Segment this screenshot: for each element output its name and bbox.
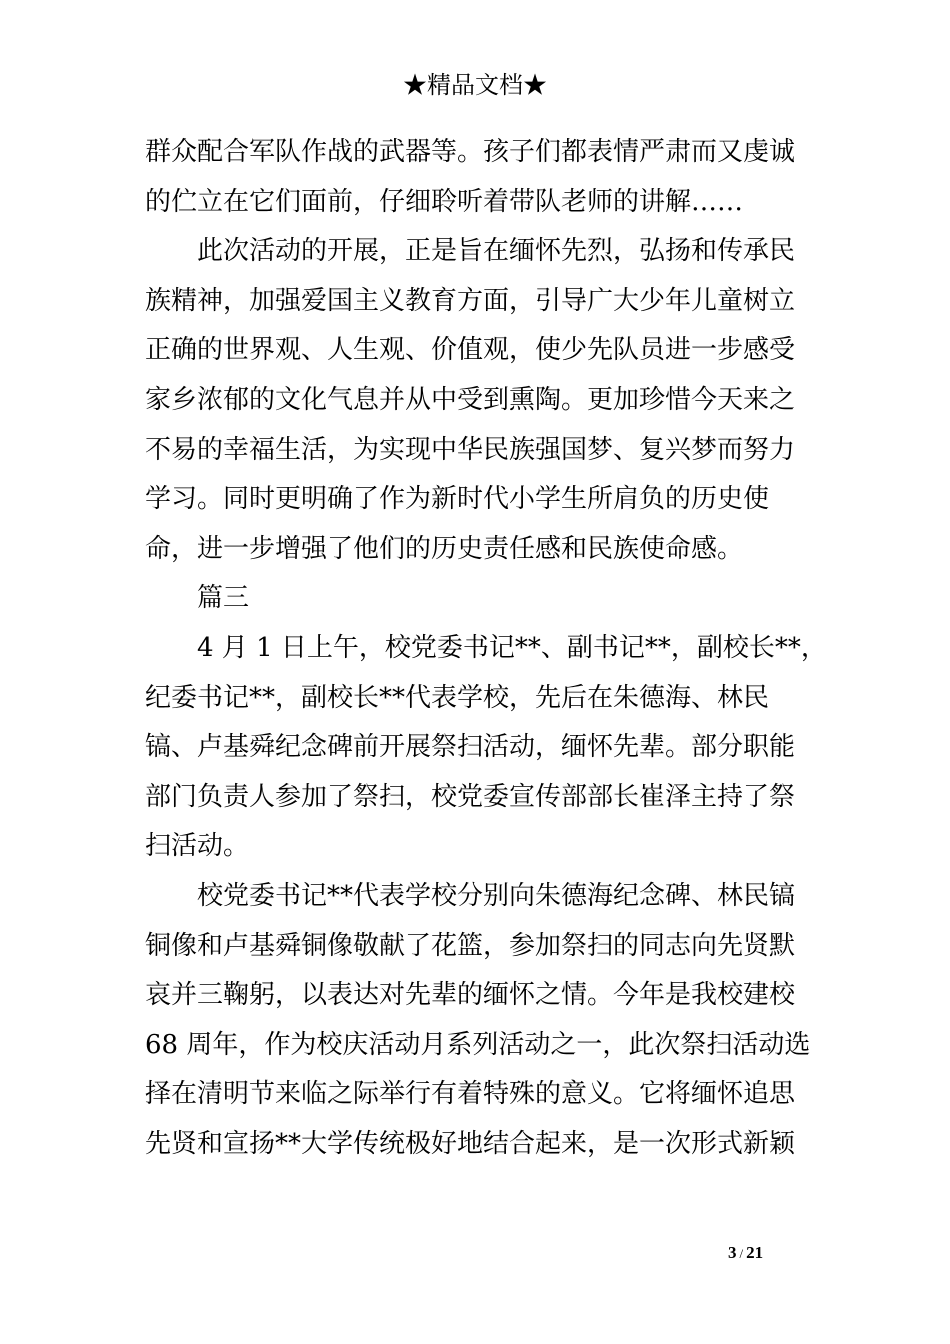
page-separator: / — [739, 1246, 744, 1261]
text-line: 命，进一步增强了他们的历史责任感和民族使命感。 — [145, 533, 744, 564]
text-line: 此次活动的开展，正是旨在缅怀先烈，弘扬和传承民 — [197, 236, 796, 267]
text-line: 4 月 1 日上午，校党委书记**、副书记**，副校长**， — [197, 632, 827, 663]
current-page: 3 — [728, 1243, 737, 1262]
text-line: 部门负责人参加了祭扫，校党委宣传部部长崔泽主持了祭 — [145, 781, 796, 812]
text-line: 正确的世界观、人生观、价值观，使少先队员进一步感受 — [145, 335, 796, 366]
text-line: 镐、卢基舜纪念碑前开展祭扫活动，缅怀先辈。部分职能 — [145, 732, 796, 763]
text-line: 先贤和宣扬**大学传统极好地结合起来，是一次形式新颖 — [145, 1128, 796, 1159]
text-line: 择在清明节来临之际举行有着特殊的意义。它将缅怀追思 — [145, 1079, 796, 1110]
text-line: 哀并三鞠躬，以表达对先辈的缅怀之情。今年是我校建校 — [145, 980, 796, 1011]
text-line: 校党委书记**代表学校分别向朱德海纪念碑、林民镐 — [197, 880, 796, 911]
document-body — [145, 128, 827, 1169]
section-heading: 篇三 — [197, 583, 250, 614]
text-line: 铜像和卢基舜铜像敬献了花篮，参加祭扫的同志向先贤默 — [145, 930, 796, 961]
page-number — [728, 1243, 763, 1263]
text-line: 不易的幸福生活，为实现中华民族强国梦、复兴梦而努力 — [145, 434, 796, 465]
text-line: 家乡浓郁的文化气息并从中受到熏陶。更加珍惜今天来之 — [145, 384, 796, 415]
text-line: 的伫立在它们面前，仔细聆听着带队老师的讲解…… — [145, 186, 744, 217]
text-line: 学习。同时更明确了作为新时代小学生所肩负的历史使 — [145, 484, 770, 515]
page-header-title: ★精品文档★ — [403, 71, 547, 99]
text-line: 群众配合军队作战的武器等。孩子们都表情严肃而又虔诚 — [145, 137, 796, 167]
text-line: 纪委书记**，副校长**代表学校，先后在朱德海、林民 — [145, 682, 770, 713]
total-pages: 21 — [746, 1243, 764, 1262]
text-line: 扫活动。 — [145, 831, 250, 862]
text-line: 族精神，加强爱国主义教育方面，引导广大少年儿童树立 — [145, 285, 796, 316]
text-line: 68 周年，作为校庆活动月系列活动之一，此次祭扫活动选 — [145, 1029, 811, 1060]
